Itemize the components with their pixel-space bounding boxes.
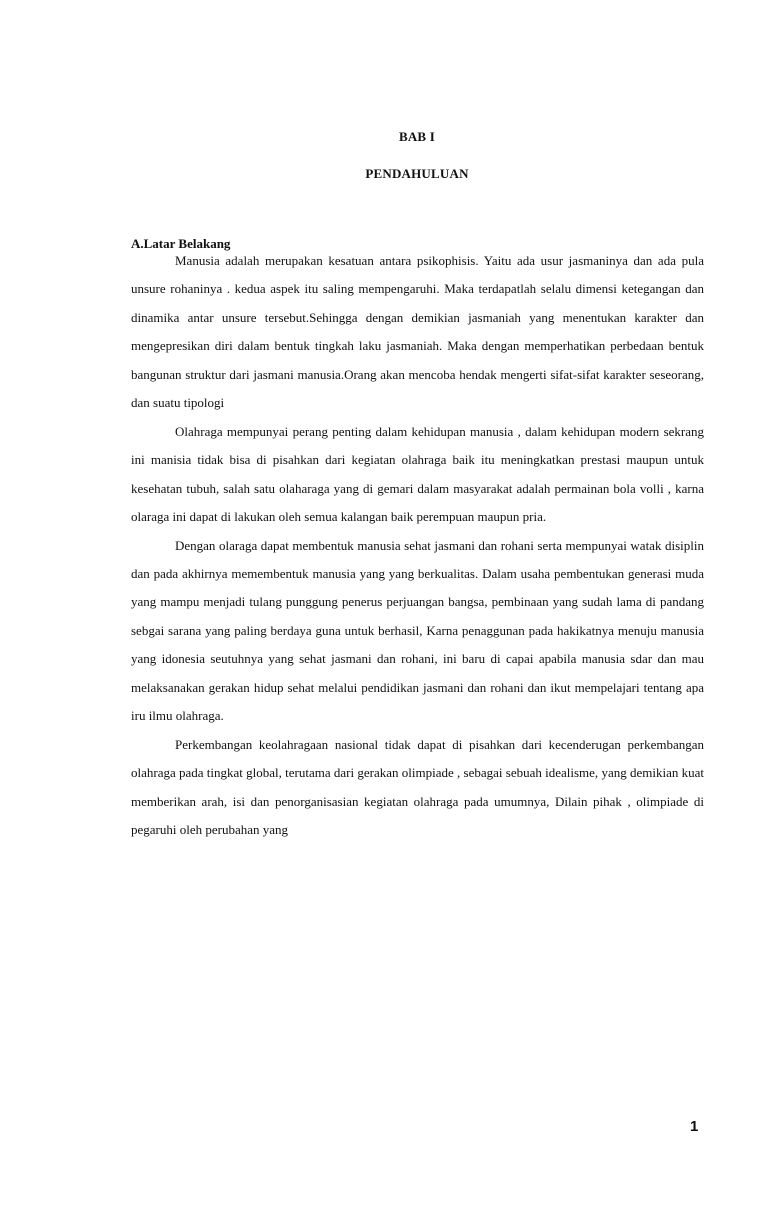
- paragraph: Dengan olaraga dapat membentuk manusia sehat jasmani dan rohani serta mempunyai watak disiplin dan pada akhirnya memembentuk manusia yang yang berkualitas. Dalam usaha pembentukan generasi muda yang mampu menjadi tulang punggung penerus perjuangan bangsa, pembinaan yang sudah lama di pandang sebgai sarana yang paling berdaya guna untuk berhasil, Karna penaggunan pada hakikatnya menuju manusia yang idonesia seutuhnya yang sehat jasmani dan rohani, ini baru di capai apabila manusia sdar dan mau melaksanakan gerakan hidup sehat melalui pendidikan jasmani dan rohani dan ikut mempelajari tentang apa iru ilmu olahraga.: [131, 537, 704, 724]
- chapter-label: BAB I: [398, 129, 436, 144]
- paragraph: Manusia adalah merupakan kesatuan antara psikophisis. Yaitu ada usur jasmaninya dan ada pula unsure rohaninya . kedua aspek itu saling mempengaruhi. Maka terdapatlah selalu dimensi ketegangan dan dinamika antar unsure tersebut.Sehingga dengan demikian jasmaniah yang menentukan karakter dan mengepresikan diri dalam bentuk tingkah laku jasmaniah. Maka dengan memperhatikan perbedaan bentuk bangunan struktur dari jasmani manusia.Orang akan mencoba hendak mengerti sifat-sifat karakter seseorang, dan suatu tipologi: [131, 253, 704, 411]
- page-number: 1: [690, 1118, 699, 1135]
- section-heading: A.Latar Belakang: [131, 236, 231, 251]
- paragraph: Perkembangan keolahragaan nasional tidak dapat di pisahkan dari kecenderugan perkembangan olahraga pada tingkat global, terutama dari gerakan olimpiade , sebagai sebuah idealisme, yang demikian kuat memberikan arah, isi dan penorganisasian kegiatan olahraga pada umumnya, Dilain pihak , olimpiade di pegaruhi oleh perubahan yang: [131, 736, 704, 838]
- body-text: [131, 247, 704, 845]
- chapter-title: PENDAHULUAN: [365, 166, 469, 181]
- paragraph: Olahraga mempunyai perang penting dalam kehidupan manusia , dalam kehidupan modern sekrang ini manisia tidak bisa di pisahkan dari kegiatan olahraga baik itu meningkatkan prestasi maupun untuk kesehatan tubuh, salah satu olaharaga yang di gemari dalam masyarakat adalah permainan bola volli , karna olaraga ini dapat di lakukan oleh semua kalangan baik perempuan maupun pria.: [131, 423, 704, 525]
